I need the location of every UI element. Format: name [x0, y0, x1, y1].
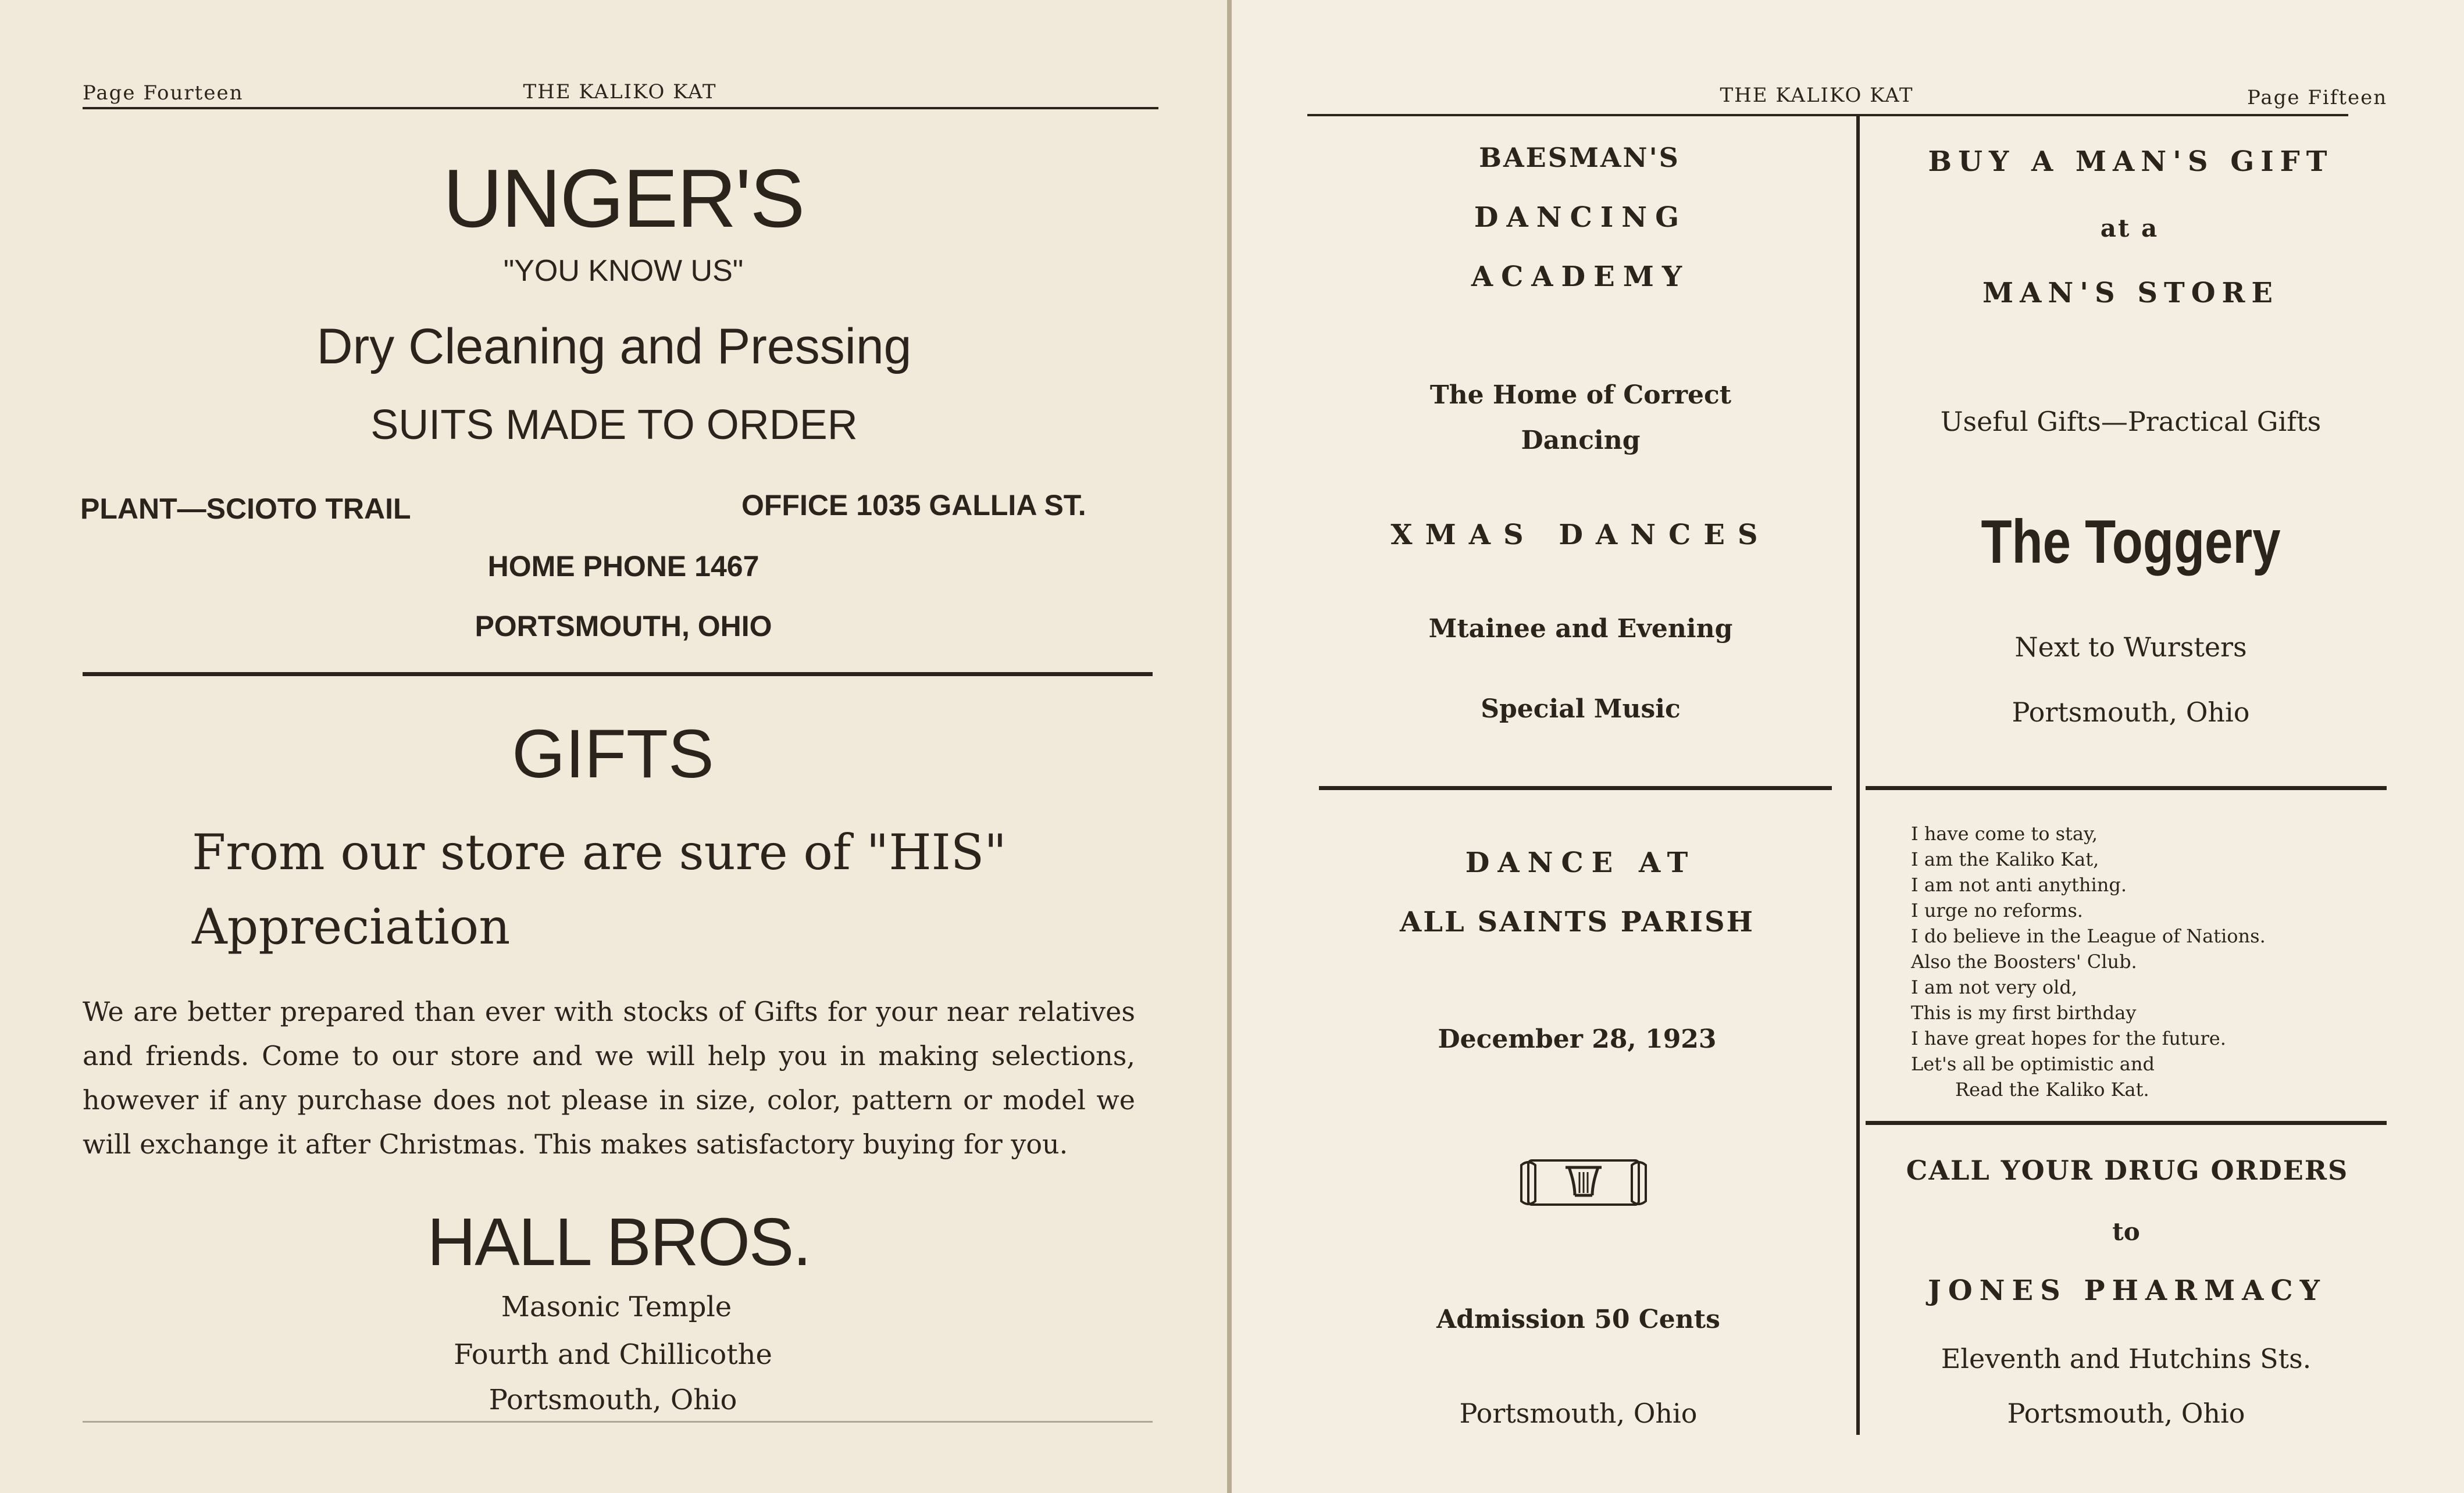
ungers-city: PORTSMOUTH, OHIO — [475, 610, 772, 642]
jones-city: Portsmouth, Ohio — [2007, 1398, 2245, 1429]
hall-tagline-line2: Appreciation — [192, 898, 511, 955]
toggery-line1: BUY A MAN'S GIFT — [1928, 145, 2334, 178]
ungers-service: Dry Cleaning and Pressing — [316, 319, 912, 374]
footer-rule-left — [83, 1421, 1153, 1423]
baesman-tagline-1: The Home of Correct — [1429, 380, 1732, 410]
left-page — [0, 0, 1227, 1493]
hall-address-1: Masonic Temple — [501, 1291, 732, 1323]
toggery-name: The Toggery — [1981, 508, 2281, 576]
page-number-left: Page Fourteen — [83, 81, 244, 105]
page-number-right: Page Fifteen — [2247, 86, 2388, 109]
jones-address: Eleventh and Hutchins Sts. — [1941, 1343, 2312, 1374]
lyre-ornament-icon — [1517, 1155, 1650, 1210]
poem-line: I am not very old, — [1911, 976, 2078, 998]
hall-gifts-heading: GIFTS — [512, 716, 714, 792]
poem-line: I am the Kaliko Kat, — [1911, 848, 2099, 870]
poem-line: I do believe in the League of Nations. — [1911, 925, 2266, 947]
hall-body-text: We are better prepared than ever with stocks of Gifts for your near relatives and friends. Come to our store and we will help you in making selections, however if any purchase does not please in size, color, pattern or model we will exchange it after Christmas. This makes satisfactory buying for you. — [83, 996, 1135, 1160]
toggery-city: Portsmouth, Ohio — [2012, 697, 2250, 728]
poem-line: I have great hopes for the future. — [1911, 1027, 2226, 1049]
ungers-office: OFFICE 1035 GALLIA ST. — [741, 489, 1086, 522]
parish-city: Portsmouth, Ohio — [1459, 1398, 1698, 1429]
jones-line1: CALL YOUR DRUG ORDERS — [1906, 1155, 2349, 1186]
parish-admission: Admission 50 Cents — [1436, 1305, 1720, 1334]
running-title-right: THE KALIKO KAT — [1720, 84, 1914, 107]
book-gutter — [1227, 0, 1232, 1493]
running-title-left: THE KALIKO KAT — [523, 80, 717, 103]
section-divider-left — [83, 672, 1153, 676]
poem-line: Read the Kaliko Kat. — [1955, 1078, 2149, 1101]
toggery-location: Next to Wursters — [2014, 631, 2247, 663]
ungers-phone: HOME PHONE 1467 — [487, 550, 759, 583]
ungers-suits: SUITS MADE TO ORDER — [370, 402, 858, 448]
baesman-tagline-2: Dancing — [1521, 426, 1641, 455]
divider-toggery-poem — [1866, 786, 2387, 790]
baesman-line1: BAESMAN'S — [1479, 142, 1680, 173]
toggery-line2: at a — [2100, 214, 2159, 242]
toggery-line3: MAN'S STORE — [1982, 277, 2279, 309]
hall-name: HALL BROS. — [427, 1204, 811, 1280]
parish-line2: ALL SAINTS PARISH — [1400, 906, 1755, 938]
divider-baesman-parish — [1319, 786, 1832, 790]
baesman-xmas-dances: XMAS DANCES — [1390, 519, 1771, 551]
hall-address-2: Fourth and Chillicothe — [454, 1338, 772, 1371]
kaliko-kat-poem — [1911, 821, 2266, 1102]
poem-line: This is my first birthday — [1911, 1002, 2137, 1024]
header-rule-right — [1307, 114, 2348, 116]
baesman-line2: DANCING — [1474, 201, 1688, 234]
poem-line: Let's all be optimistic and — [1911, 1053, 2155, 1075]
poem-line: I have come to stay, — [1911, 823, 2098, 845]
parish-line1: DANCE AT — [1465, 846, 1696, 879]
ungers-name: UNGER'S — [443, 152, 804, 245]
jones-line2: to — [2112, 1217, 2140, 1246]
divider-poem-jones — [1866, 1121, 2387, 1125]
hall-city: Portsmouth, Ohio — [488, 1384, 737, 1416]
header-rule-left — [83, 107, 1158, 109]
parish-date: December 28, 1923 — [1438, 1024, 1717, 1054]
poem-line: I urge no reforms. — [1911, 899, 2083, 921]
toggery-gifts: Useful Gifts—Practical Gifts — [1940, 406, 2322, 437]
jones-line3: JONES PHARMACY — [1928, 1274, 2327, 1307]
baesman-times: Mtainee and Evening — [1428, 614, 1733, 644]
ungers-slogan: "YOU KNOW US" — [503, 254, 744, 288]
hall-tagline-line1: From our store are sure of "HIS" — [192, 824, 1007, 881]
baesman-line3: ACADEMY — [1471, 260, 1691, 293]
baesman-music: Special Music — [1481, 694, 1681, 724]
poem-line: Also the Boosters' Club. — [1911, 951, 2137, 973]
column-divider — [1856, 116, 1860, 1435]
ungers-plant: PLANT—SCIOTO TRAIL — [80, 492, 411, 525]
right-page — [1232, 0, 2464, 1493]
poem-line: I am not anti anything. — [1911, 874, 2127, 896]
